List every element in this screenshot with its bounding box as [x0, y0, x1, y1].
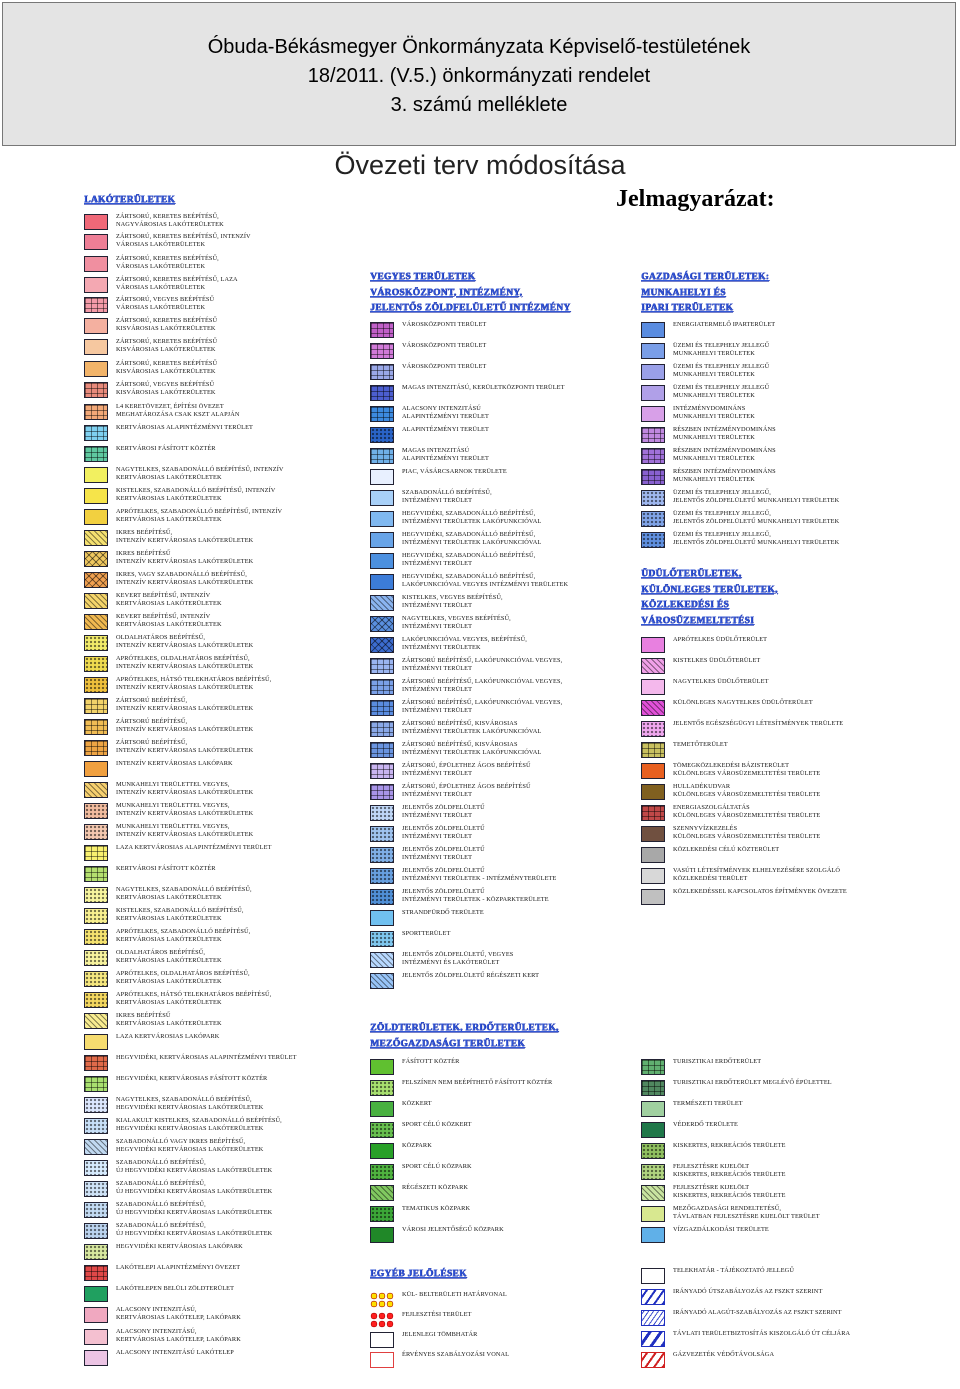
legend-label: FELSZÍNEN NEM BEÉPÍTHETŐ FÁSÍTOTT KÖZTÉR: [402, 1079, 553, 1086]
legend-swatch: [370, 1143, 394, 1159]
legend-swatch: [641, 343, 665, 359]
legend-label: SZABADONÁLLÓ VAGY IKRES BEÉPÍTÉSŰ, HEGYVIDÉKI KERTVÁROSIAS LAKÓTERÜLETEK: [116, 1138, 264, 1153]
legend-label: ZÁRTSORÚ, ÉPÜLETHEZ ÁGOS BEÉPÍTÉSŰ INTÉZMÉNYI TERÜLET: [402, 762, 531, 777]
legend-swatch: [84, 509, 108, 525]
legend-label: NAGYTELKES, SZABADONÁLLÓ BEÉPÍTÉSŰ, KERTVÁROSIAS LAKÓTERÜLETEK: [116, 886, 252, 901]
legend-label: ÜZEMI ÉS TELEPHELY JELLEGŰ MUNKAHELYI TERÜLETEK: [673, 363, 770, 378]
legend-swatch: [370, 763, 394, 779]
legend-swatch: [641, 406, 665, 422]
legend-label: INTENZÍV KERTVÁROSIAS LAKÓPARK: [116, 760, 233, 767]
legend-label: ÉRVÉNYES SZABÁLYOZÁSI VONAL: [402, 1351, 510, 1358]
legend-swatch: [370, 742, 394, 758]
legend-label: JELENTŐS ZÖLDFELÜLETŰ INTÉZMÉNYI TERÜLET: [402, 804, 485, 819]
legend-label: KISTELKES, SZABADONÁLLÓ BEÉPÍTÉSŰ, KERTVÁROSIAS LAKÓTERÜLETEK: [116, 907, 244, 922]
legend-swatch: [84, 1139, 108, 1155]
legend-label: RÉSZBEN INTÉZMÉNYDOMINÁNS MUNKAHELYI TERÜLETEK: [673, 426, 776, 441]
legend-swatch: [84, 277, 108, 293]
legend-label: VÁROSKÖZPONTI TERÜLET: [402, 342, 487, 349]
legend-swatch: [370, 889, 394, 905]
legend-label: HEGYVIDÉKI, SZABADONÁLLÓ BEÉPÍTÉSŰ, INTÉZMÉNYI TERÜLET: [402, 552, 536, 567]
legend-label: NAGYTELKES, SZABADONÁLLÓ BEÉPÍTÉSŰ, INTENZÍV KERTVÁROSIAS LAKÓTERÜLETEK: [116, 466, 284, 481]
legend-swatch: [84, 656, 108, 672]
legend-swatch: [370, 1312, 394, 1328]
legend-label: HULLADÉKUDVAR KÜLÖNLEGES VÁROSÜZEMELTETÉSI TERÜLETE: [673, 783, 821, 798]
legend-swatch: [370, 847, 394, 863]
legend-swatch: [641, 1331, 665, 1347]
legend-label: SZABADONÁLLÓ BEÉPÍTÉSŰ, ÚJ HEGYVIDÉKI KERTVÁROSIAS LAKÓTERÜLETEK: [116, 1222, 273, 1237]
legend-label: KÜLÖNLEGES NAGYTELKES ÜDÜLŐTERÜLET: [673, 699, 813, 706]
legend-swatch: [641, 826, 665, 842]
legend-swatch: [370, 910, 394, 926]
legend-label: LAZA KERTVÁROSIAS ALAPINTÉZMÉNYI TERÜLET: [116, 844, 272, 851]
legend-swatch: [641, 322, 665, 338]
legend-swatch: [84, 339, 108, 355]
legend-swatch: [370, 1101, 394, 1117]
legend-swatch: [641, 1310, 665, 1326]
legend-label: ENERGIATERMELŐ IPARTERÜLET: [673, 321, 776, 328]
legend-label: TÖMEGKÖZLEKEDÉSI BÁZISTERÜLET KÜLÖNLEGES VÁROSÜZEMELTETÉSI TERÜLETE: [673, 762, 821, 777]
legend-label: LAKÓTELEPI ALAPINTÉZMÉNYI ÖVEZET: [116, 1264, 241, 1271]
legend-label: ZÁRTSORÚ, VEGYES BEÉPÍTÉSŰ VÁROSIAS LAKÓTERÜLETEK: [116, 296, 215, 311]
legend-swatch: [84, 1350, 108, 1366]
section-title-economic: GAZDASÁGI TERÜLETEK: MUNKAHELYI ÉS IPARI TERÜLETEK: [641, 272, 770, 313]
legend-swatch: [84, 551, 108, 567]
legend-swatch: [641, 1289, 665, 1305]
legend-label: KÖZPARK: [402, 1142, 432, 1149]
legend-swatch: [641, 847, 665, 863]
legend-swatch: [641, 1185, 665, 1201]
legend-label: KERTVÁROSI FÁSÍTOTT KÖZTÉR: [116, 865, 216, 872]
legend-swatch: [84, 297, 108, 313]
legend-swatch: [641, 700, 665, 716]
legend-swatch: [84, 361, 108, 377]
legend-label: KÖZLEKEDÉSSEL KAPCSOLATOS ÉPÍTMÉNYEK ÖVEZETE: [673, 888, 847, 895]
legend-swatch: [84, 1223, 108, 1239]
legend-label: TURISZTIKAI ERDŐTERÜLET MEGLÉVŐ ÉPÜLETTEL: [673, 1079, 832, 1086]
legend-label: RÉSZBEN INTÉZMÉNYDOMINÁNS MUNKAHELYI TERÜLETEK: [673, 468, 776, 483]
legend-label: SZABADONÁLLÓ BEÉPÍTÉSŰ, INTÉZMÉNYI TERÜLET: [402, 489, 492, 504]
legend-swatch: [641, 889, 665, 905]
section-title-residential: LAKÓTERÜLETEK: [84, 195, 176, 205]
legend-swatch: [84, 488, 108, 504]
section-title-mixed: VEGYES TERÜLETEK VÁROSKÖZPONT, INTÉZMÉNY, JELENTŐS ZÖLDFELÜLETŰ INTÉZMÉNY: [370, 272, 571, 313]
legend-swatch: [370, 973, 394, 989]
legend-swatch: [370, 511, 394, 527]
legend-label: MAGAS INTENZITÁSÚ ALAPINTÉZMÉNYI TERÜLET: [402, 447, 489, 462]
legend-label: HEGYVIDÉKI, SZABADONÁLLÓ BEÉPÍTÉSŰ, LAKÓFUNKCIÓVAL VEGYES INTÉZMÉNYI TERÜLETEK: [402, 573, 569, 588]
legend-label: KERTVÁROSIAS ALAPINTÉZMÉNYI TERÜLET: [116, 424, 253, 431]
legend-swatch: [84, 908, 108, 924]
legend-swatch: [641, 1268, 665, 1284]
section-title-recreation-special: ÜDÜLŐTERÜLETEK, KÜLÖNLEGES TERÜLETEK, KÖZLEKEDÉSI ÉS VÁROSÜZEMELTETÉSI: [641, 569, 778, 626]
legend-swatch: [641, 511, 665, 527]
legend-label: ALACSONY INTENZITÁSÚ, KERTVÁROSIAS LAKÓTELEP, LAKÓPARK: [116, 1306, 241, 1321]
legend-swatch: [641, 448, 665, 464]
legend-label: IKRES, VAGY SZABADONÁLLÓ BEÉPÍTÉSŰ, INTENZÍV KERTVÁROSIAS LAKÓTERÜLETEK: [116, 571, 254, 586]
legend-swatch: [84, 635, 108, 651]
legend-swatch: [641, 385, 665, 401]
legend-label: ZÁRTSORÚ BEÉPÍTÉSŰ, LAKÓFUNKCIÓVAL VEGYES, INTÉZMÉNYI TERÜLET: [402, 699, 563, 714]
legend-label: APRÓTELKES, OLDALHATÁROS BEÉPÍTÉSŰ, INTENZÍV KERTVÁROSIAS LAKÓTERÜLETEK: [116, 655, 254, 670]
legend-label: KIALAKULT KISTELKES, SZABADONÁLLÓ BEÉPÍTÉSŰ, HEGYVIDÉKI KERTVÁROSIAS LAKÓTERÜLETEK: [116, 1117, 282, 1132]
legend-label: INTÉZMÉNYDOMINÁNS MUNKAHELYI TERÜLETEK: [673, 405, 755, 420]
legend-swatch: [84, 719, 108, 735]
legend-label: JELENTŐS ZÖLDFELÜLETŰ RÉGÉSZETI KERT: [402, 972, 540, 979]
legend-label: KÖZKERT: [402, 1100, 432, 1107]
legend-swatch: [84, 256, 108, 272]
legend-swatch: [370, 952, 394, 968]
legend-label: SPORT CÉLÚ KÖZKERT: [402, 1121, 472, 1128]
legend-swatch: [84, 698, 108, 714]
legend-swatch: [84, 1307, 108, 1323]
legend-swatch: [641, 658, 665, 674]
legend-swatch: [84, 866, 108, 882]
legend-label: MUNKAHELYI TERÜLETTEL VEGYES, INTENZÍV KERTVÁROSIAS LAKÓTERÜLETEK: [116, 781, 254, 796]
legend-label: ALACSONY INTENZITÁSÚ, KERTVÁROSIAS LAKÓTELEP, LAKÓPARK: [116, 1328, 241, 1343]
map-subtitle: Övezeti terv módosítása: [334, 150, 626, 180]
legend-swatch: [641, 1122, 665, 1138]
legend-label: SZABADONÁLLÓ BEÉPÍTÉSŰ, ÚJ HEGYVIDÉKI KERTVÁROSIAS LAKÓTERÜLETEK: [116, 1159, 273, 1174]
legend-label: ZÁRTSORÚ, KERETES BEÉPÍTÉSŰ KISVÁROSIAS LAKÓTERÜLETEK: [116, 338, 218, 353]
legend-label: STRANDFÜRDŐ TERÜLETE: [402, 909, 484, 916]
legend-label: KISTELKES ÜDÜLŐTERÜLET: [673, 657, 761, 664]
legend-swatch: [84, 1118, 108, 1134]
legend-label: APRÓTELKES, HÁTSÓ TELEKHATÁROS BEÉPÍTÉSŰ, KERTVÁROSIAS LAKÓTERÜLETEK: [116, 991, 272, 1006]
legend-label: KISTELKES, VEGYES BEÉPÍTÉSŰ, INTÉZMÉNYI TERÜLET: [402, 594, 503, 609]
legend-swatch: [370, 679, 394, 695]
legend-label: TEMETŐTERÜLET: [673, 741, 728, 748]
legend-swatch: [84, 1013, 108, 1029]
legend-label: LAKÓTELEPEN BELÜLI ZÖLDTERÜLET: [116, 1285, 235, 1292]
legend-swatch: [370, 658, 394, 674]
legend-swatch: [370, 406, 394, 422]
legend-swatch: [84, 404, 108, 420]
legend-swatch: [370, 1352, 394, 1368]
legend-label: ZÁRTSORÚ BEÉPÍTÉSŰ, LAKÓFUNKCIÓVAL VEGYES, INTÉZMÉNYI TERÜLET: [402, 678, 563, 693]
legend-swatch: [370, 1080, 394, 1096]
legend-swatch: [641, 1227, 665, 1243]
legend-swatch: [84, 425, 108, 441]
legend-swatch: [641, 469, 665, 485]
legend-label: VÁROSKÖZPONTI TERÜLET: [402, 321, 487, 328]
legend-label: RÉSZBEN INTÉZMÉNYDOMINÁNS MUNKAHELYI TERÜLETEK: [673, 447, 776, 462]
legend-swatch: [84, 971, 108, 987]
legend-swatch: [370, 1206, 394, 1222]
legend-swatch: [84, 824, 108, 840]
legend-swatch: [370, 700, 394, 716]
legend-label: VÍZGAZDÁLKODÁSI TERÜLETE: [673, 1226, 769, 1233]
legend-label: JELENTŐS ZÖLDFELÜLETŰ INTÉZMÉNYI TERÜLET: [402, 825, 485, 840]
legend-swatch: [641, 1164, 665, 1180]
legend-title: Jelmagyarázat:: [616, 186, 775, 212]
legend-swatch: [370, 553, 394, 569]
legend-swatch: [84, 1097, 108, 1113]
legend-label: KEVERT BEÉPÍTÉSŰ, INTENZÍV KERTVÁROSIAS LAKÓTERÜLETEK: [116, 613, 222, 628]
legend-swatch: [84, 214, 108, 230]
legend-swatch: [84, 761, 108, 777]
legend-label: ZÁRTSORÚ BEÉPÍTÉSŰ, KISVÁROSIAS INTÉZMÉNYI TERÜLETEK LAKÓFUNKCIÓVAL: [402, 741, 542, 756]
header-line-1: Óbuda-Békásmegyer Önkormányzata Képviselő-testületének: [207, 36, 751, 58]
legend-swatch: [641, 1143, 665, 1159]
legend-swatch: [84, 1076, 108, 1092]
legend-label: ZÁRTSORÚ BEÉPÍTÉSŰ, KISVÁROSIAS INTÉZMÉNYI TERÜLETEK LAKÓFUNKCIÓVAL: [402, 720, 542, 735]
legend-label: ZÁRTSORÚ BEÉPÍTÉSŰ, LAKÓFUNKCIÓVAL VEGYES, INTÉZMÉNYI TERÜLET: [402, 657, 563, 672]
legend-swatch: [370, 1185, 394, 1201]
legend-label: ENERGIASZOLGÁLTATÁS KÜLÖNLEGES VÁROSÜZEMELTETÉSI TERÜLETE: [673, 804, 821, 819]
legend-swatch: [641, 1352, 665, 1368]
legend-swatch: [84, 382, 108, 398]
legend-swatch: [370, 1059, 394, 1075]
legend-swatch: [84, 1329, 108, 1345]
legend-swatch: [641, 490, 665, 506]
legend-swatch: [84, 614, 108, 630]
legend-swatch: [84, 740, 108, 756]
legend-label: PIAC, VÁSÁRCSARNOK TERÜLETE: [402, 468, 507, 475]
legend-label: IRÁNYADÓ ÚTSZABÁLYOZÁS AZ FSZKT SZERINT: [673, 1288, 823, 1295]
legend-label: HEGYVIDÉKI, SZABADONÁLLÓ BEÉPÍTÉSŰ, INTÉZMÉNYI TERÜLETEK LAKÓFUNKCIÓVAL: [402, 510, 542, 525]
legend-label: HEGYVIDÉKI KERTVÁROSIAS LAKÓPARK: [116, 1243, 243, 1250]
legend-label: KÜL- BELTERÜLETI HATÁRVONAL: [402, 1291, 507, 1298]
legend-label: ÜZEMI ÉS TELEPHELY JELLEGŰ, JELENTŐS ZÖLDFELÜLETŰ MUNKAHELYI TERÜLETEK: [673, 531, 840, 546]
legend-swatch: [641, 805, 665, 821]
legend-label: JELENLEGI TÖMBHATÁR: [402, 1331, 478, 1338]
legend-swatch: [370, 721, 394, 737]
legend-swatch: [370, 364, 394, 380]
legend-swatch: [370, 385, 394, 401]
legend-label: TEMATIKUS KÖZPARK: [402, 1205, 471, 1212]
legend-label: TERMÉSZETI TERÜLET: [673, 1100, 743, 1107]
legend-label: LAKÓFUNKCIÓVAL VEGYES, BEÉPÍTÉSŰ, INTÉZMÉNYI TERÜLETEK: [402, 636, 527, 651]
legend-swatch: [370, 931, 394, 947]
legend-label: JELENTŐS ZÖLDFELÜLETŰ INTÉZMÉNYI TERÜLETEK - INTÉZMÉNYTERÜLETE: [402, 867, 557, 882]
legend-label: OLDALHATÁROS BEÉPÍTÉSŰ, KERTVÁROSIAS LAKÓTERÜLETEK: [116, 949, 222, 964]
legend-label: JELENTŐS ZÖLDFELÜLETŰ INTÉZMÉNYI TERÜLET: [402, 846, 485, 861]
legend-label: VASÚTI LÉTESÍTMÉNYEK ELHELYEZÉSÉRE SZOLGÁLÓ KÖZLEKEDÉSI TERÜLET: [673, 867, 841, 882]
legend-swatch: [370, 1227, 394, 1243]
legend-label: ÜZEMI ÉS TELEPHELY JELLEGŰ, JELENTŐS ZÖLDFELÜLETŰ MUNKAHELYI TERÜLETEK: [673, 489, 840, 504]
legend-swatch: [84, 1034, 108, 1050]
legend-label: IKRES BEÉPÍTÉSŰ KERTVÁROSIAS LAKÓTERÜLETEK: [116, 1012, 222, 1027]
legend-label: APRÓTELKES, HÁTSÓ TELEKHATÁROS BEÉPÍTÉSŰ, INTENZÍV KERTVÁROSIAS LAKÓTERÜLETEK: [116, 676, 272, 691]
legend-label: L4 KERETÖVEZET, ÉPÍTÉSI ÖVEZET MEGHATÁROZÁSA CSAK KSZT ALAPJÁN: [116, 403, 240, 418]
legend-label: HEGYVIDÉKI, KERTVÁROSIAS FÁSÍTOTT KÖZTÉR: [116, 1075, 268, 1082]
legend-swatch: [370, 343, 394, 359]
legend-swatch: [84, 467, 108, 483]
legend-label: ZÁRTSORÚ, KERETES BEÉPÍTÉSŰ, NAGYVÁROSIAS LAKÓTERÜLETEK: [116, 213, 224, 228]
legend-swatch: [84, 992, 108, 1008]
legend-label: FEJLESZTÉSRE KIJELÖLT KISKERTES, REKREÁCIÓS TERÜLETE: [673, 1163, 786, 1178]
legend-label: FEJLESZTÉSRE KIJELÖLT KISKERTES, REKREÁCIÓS TERÜLETE: [673, 1184, 786, 1199]
legend-swatch: [84, 950, 108, 966]
legend-swatch: [84, 234, 108, 250]
header-line-2: 18/2011. (V.5.) önkormányzati rendelet: [307, 65, 651, 87]
legend-swatch: [370, 805, 394, 821]
legend-label: FÁSÍTOTT KÖZTÉR: [402, 1058, 460, 1065]
legend-swatch: [370, 448, 394, 464]
legend-label: JELENTŐS ZÖLDFELÜLETŰ INTÉZMÉNYI TERÜLETEK - KÖZPARKTERÜLETE: [402, 888, 549, 903]
legend-swatch: [84, 887, 108, 903]
legend-label: MUNKAHELYI TERÜLETTEL VEGYES, INTENZÍV KERTVÁROSIAS LAKÓTERÜLETEK: [116, 823, 254, 838]
legend-swatch: [370, 532, 394, 548]
legend-swatch: [84, 1286, 108, 1302]
legend-label: APRÓTELKES, SZABADONÁLLÓ BEÉPÍTÉSŰ, INTENZÍV KERTVÁROSIAS LAKÓTERÜLETEK: [116, 508, 283, 523]
legend-label: ZÁRTSORÚ, KERETES BEÉPÍTÉSŰ, INTENZÍV VÁROSIAS LAKÓTERÜLETEK: [116, 233, 251, 248]
legend-label: APRÓTELKES ÜDÜLŐTERÜLET: [673, 636, 768, 643]
legend-label: VÉDERDŐ TERÜLETE: [673, 1121, 738, 1128]
legend-swatch: [84, 1055, 108, 1071]
legend-swatch: [84, 593, 108, 609]
legend-swatch: [641, 784, 665, 800]
legend-label: SZENNYVÍZKEZELÉS KÜLÖNLEGES VÁROSÜZEMELTETÉSI TERÜLETE: [673, 825, 821, 840]
legend-label: JELENTŐS ZÖLDFELÜLETŰ, VEGYES INTÉZMÉNYI ÉS LAKÓTERÜLET: [402, 951, 514, 966]
section-title-other-marks: EGYÉB JELÖLÉSEK: [370, 1269, 467, 1279]
legend-label: NAGYTELKES, VEGYES BEÉPÍTÉSŰ, INTÉZMÉNYI TERÜLET: [402, 615, 511, 630]
legend-swatch: [370, 490, 394, 506]
legend-swatch: [84, 1160, 108, 1176]
legend-label: IRÁNYADÓ ALAGÚT-SZABÁLYOZÁS AZ FSZKT SZERINT: [673, 1309, 842, 1316]
legend-label: ZÁRTSORÚ, ÉPÜLETHEZ ÁGOS BEÉPÍTÉSŰ INTÉZMÉNYI TERÜLET: [402, 783, 531, 798]
legend-label: JELENTŐS EGÉSZSÉGÜGYI LÉTESÍTMÉNYEK TERÜLETE: [673, 720, 844, 727]
legend-label: NAGYTELKES, SZABADONÁLLÓ BEÉPÍTÉSŰ, HEGYVIDÉKI KERTVÁROSIAS LAKÓTERÜLETEK: [116, 1096, 264, 1111]
legend-label: SPORT CÉLÚ KÖZPARK: [402, 1163, 472, 1170]
legend-label: ALACSONY INTENZITÁSÚ LAKÓTELEP: [116, 1349, 234, 1356]
legend-swatch: [641, 532, 665, 548]
legend-label: LAZA KERTVÁROSIAS LAKÓPARK: [116, 1033, 220, 1040]
legend-label: APRÓTELKES, OLDALHATÁROS BEÉPÍTÉSŰ, KERTVÁROSIAS LAKÓTERÜLETEK: [116, 970, 250, 985]
legend-swatch: [84, 845, 108, 861]
header-line-3: 3. számú melléklete: [390, 94, 568, 116]
legend-swatch: [370, 637, 394, 653]
legend-label: SZABADONÁLLÓ BEÉPÍTÉSŰ, ÚJ HEGYVIDÉKI KERTVÁROSIAS LAKÓTERÜLETEK: [116, 1180, 273, 1195]
legend-swatch: [370, 322, 394, 338]
legend-swatch: [84, 1202, 108, 1218]
legend-swatch: [370, 616, 394, 632]
legend-swatch: [641, 1080, 665, 1096]
legend-swatch: [84, 530, 108, 546]
legend-swatch: [370, 826, 394, 842]
legend-swatch: [370, 595, 394, 611]
legend-label: SPORTTERÜLET: [402, 930, 451, 937]
legend-swatch: [370, 1292, 394, 1308]
legend-label: KERTVÁROSI FÁSÍTOTT KÖZTÉR: [116, 445, 216, 452]
legend-swatch: [641, 868, 665, 884]
legend-label: IKRES BEÉPÍTÉSŰ, INTENZÍV KERTVÁROSIAS LAKÓTERÜLETEK: [116, 529, 254, 544]
legend-label: ZÁRTSORÚ BEÉPÍTÉSŰ, INTENZÍV KERTVÁROSIAS LAKÓTERÜLETEK: [116, 718, 254, 733]
legend-swatch: [84, 1181, 108, 1197]
legend-label: ZÁRTSORÚ, VEGYES BEÉPÍTÉSŰ KISVÁROSIAS LAKÓTERÜLETEK: [116, 381, 216, 396]
legend-label: HEGYVIDÉKI, SZABADONÁLLÓ BEÉPÍTÉSŰ, INTÉZMÉNYI TERÜLETEK LAKÓFUNKCIÓVAL: [402, 531, 542, 546]
section-title-green-forest: ZÖLDTERÜLETEK, ERDŐTERÜLETEK, MEZŐGAZDASÁGI TERÜLETEK: [370, 1023, 559, 1049]
legend-label: ÜZEMI ÉS TELEPHELY JELLEGŰ, JELENTŐS ZÖLDFELÜLETŰ MUNKAHELYI TERÜLETEK: [673, 510, 840, 525]
legend-swatch: [641, 763, 665, 779]
legend-swatch: [641, 1059, 665, 1075]
legend-label: KEVERT BEÉPÍTÉSŰ, INTENZÍV KERTVÁROSIAS LAKÓTERÜLETEK: [116, 592, 222, 607]
legend-swatch: [641, 364, 665, 380]
legend-label: MUNKAHELYI TERÜLETTEL VEGYES, INTENZÍV KERTVÁROSIAS LAKÓTERÜLETEK: [116, 802, 254, 817]
legend-label: VÁROSI JELENTŐSÉGŰ KÖZPARK: [402, 1226, 504, 1233]
legend-label: ALAPINTÉZMÉNYI TERÜLET: [402, 426, 489, 433]
legend-label: ÜZEMI ÉS TELEPHELY JELLEGŰ MUNKAHELYI TERÜLETEK: [673, 342, 770, 357]
legend-swatch: [84, 803, 108, 819]
legend-swatch: [84, 677, 108, 693]
legend-label: ZÁRTSORÚ BEÉPÍTÉSŰ, INTENZÍV KERTVÁROSIAS LAKÓTERÜLETEK: [116, 739, 254, 754]
legend-label: ALACSONY INTENZITÁSÚ ALAPINTÉZMÉNYI TERÜLET: [402, 405, 489, 420]
legend-label: MEZŐGAZDASÁGI RENDELTETÉSŰ, TÁVLATBAN FEJLESZTÉSRE KIJELÖLT TERÜLET: [673, 1205, 820, 1220]
legend-label: ZÁRTSORÚ, KERETES BEÉPÍTÉSŰ KISVÁROSIAS LAKÓTERÜLETEK: [116, 360, 218, 375]
legend-swatch: [84, 782, 108, 798]
legend-label: FEJLESZTÉSI TERÜLET: [402, 1311, 472, 1318]
document-header: [2, 2, 956, 146]
legend-swatch: [370, 1164, 394, 1180]
legend-label: TURISZTIKAI ERDŐTERÜLET: [673, 1058, 762, 1065]
legend-label: GÁZVEZETÉK VÉDŐTÁVOLSÁGA: [673, 1351, 775, 1358]
legend-swatch: [84, 929, 108, 945]
legend-label: TELEKHATÁR - TÁJÉKOZTATÓ JELLEGŰ: [673, 1267, 794, 1274]
legend-swatch: [641, 1206, 665, 1222]
legend-label: KÖZLEKEDÉSI CÉLÚ KÖZTERÜLET: [673, 846, 780, 853]
legend-swatch: [84, 318, 108, 334]
legend-swatch: [641, 1101, 665, 1117]
legend-label: ZÁRTSORÚ, KERETES BEÉPÍTÉSŰ KISVÁROSIAS LAKÓTERÜLETEK: [116, 317, 218, 332]
legend-label: KISTELKES, SZABADONÁLLÓ BEÉPÍTÉSŰ, INTENZÍV KERTVÁROSIAS LAKÓTERÜLETEK: [116, 487, 276, 502]
legend-swatch: [370, 427, 394, 443]
legend-swatch: [370, 1122, 394, 1138]
legend-label: TÁVLATI TERÜLETBIZTOSÍTÁS KISZOLGÁLÓ ÚT CÉLJÁRA: [673, 1330, 851, 1337]
legend-swatch: [84, 1244, 108, 1260]
legend-swatch: [370, 1332, 394, 1348]
legend-swatch: [370, 868, 394, 884]
legend-label: ZÁRTSORÚ, KERETES BEÉPÍTÉSŰ, LAZA VÁROSIAS LAKÓTERÜLETEK: [116, 276, 238, 291]
legend-swatch: [641, 427, 665, 443]
legend-label: SZABADONÁLLÓ BEÉPÍTÉSŰ, ÚJ HEGYVIDÉKI KERTVÁROSIAS LAKÓTERÜLETEK: [116, 1201, 273, 1216]
legend-label: VÁROSKÖZPONTI TERÜLET: [402, 363, 487, 370]
legend-label: APRÓTELKES, SZABADONÁLLÓ BEÉPÍTÉSŰ, KERTVÁROSIAS LAKÓTERÜLETEK: [116, 928, 251, 943]
legend-label: NAGYTELKES ÜDÜLŐTERÜLET: [673, 678, 769, 685]
legend-label: OLDALHATÁROS BEÉPÍTÉSŰ, INTENZÍV KERTVÁROSIAS LAKÓTERÜLETEK: [116, 634, 254, 649]
legend-swatch: [641, 742, 665, 758]
legend-swatch: [84, 572, 108, 588]
legend-swatch: [84, 446, 108, 462]
legend-label: IKRES BEÉPÍTÉSŰ INTENZÍV KERTVÁROSIAS LAKÓTERÜLETEK: [116, 550, 254, 565]
legend-swatch: [641, 637, 665, 653]
legend-swatch: [641, 721, 665, 737]
legend-label: ÜZEMI ÉS TELEPHELY JELLEGŰ MUNKAHELYI TERÜLETEK: [673, 384, 770, 399]
legend-swatch: [84, 1265, 108, 1281]
legend-swatch: [370, 784, 394, 800]
legend-swatch: [641, 679, 665, 695]
legend-swatch: [370, 574, 394, 590]
legend-label: MAGAS INTENZITÁSÚ, KERÜLETKÖZPONTI TERÜLET: [402, 384, 565, 391]
legend-swatch: [370, 469, 394, 485]
legend-label: ZÁRTSORÚ BEÉPÍTÉSŰ, INTENZÍV KERTVÁROSIAS LAKÓTERÜLETEK: [116, 697, 254, 712]
legend-label: KISKERTES, REKREÁCIÓS TERÜLETE: [673, 1142, 786, 1149]
legend-label: RÉGÉSZETI KÖZPARK: [402, 1184, 469, 1191]
legend-label: ZÁRTSORÚ, KERETES BEÉPÍTÉSŰ, VÁROSIAS LAKÓTERÜLETEK: [116, 255, 219, 270]
legend-label: HEGYVIDÉKI, KERTVÁROSIAS ALAPINTÉZMÉNYI TERÜLET: [116, 1054, 297, 1061]
